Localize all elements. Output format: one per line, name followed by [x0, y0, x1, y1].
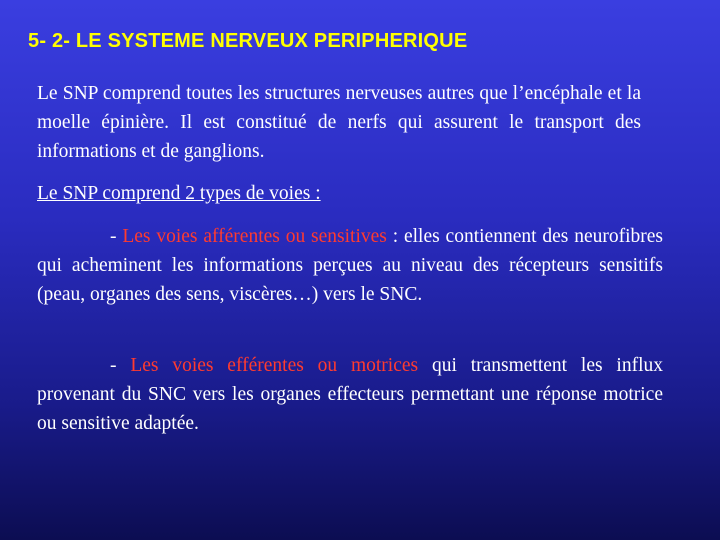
slide-title: 5- 2- LE SYSTEME NERVEUX PERIPHERIQUE — [28, 30, 468, 52]
efferent-paragraph — [37, 351, 663, 438]
intro-paragraph: Le SNP comprend toutes les structures nerveuses autres que l’encéphale et la moelle épinière. Il est constitué de nerfs qui assurent le transport des informations et de ganglions. — [37, 83, 641, 162]
efferent-text: qui transmettent les influx provenant du SNC vers les organes effecteurs permettant une réponse motrice ou sensitive adaptée. — [37, 355, 663, 434]
types-heading — [37, 179, 641, 208]
types-heading-text: Le SNP comprend 2 types de voies : — [37, 183, 321, 204]
efferent-prefix: - — [110, 355, 131, 376]
afferent-text: : elles contiennent des neurofibres qui acheminent les informations perçues au niveau des récepteurs sensitifs (peau, organes des sens, viscères…) vers le SNC. — [37, 226, 663, 305]
afferent-prefix: - — [110, 226, 123, 247]
afferent-paragraph — [37, 222, 663, 309]
efferent-term: Les voies efférentes ou motrices — [130, 355, 419, 376]
afferent-term: Les voies afférentes ou sensitives — [122, 226, 387, 247]
